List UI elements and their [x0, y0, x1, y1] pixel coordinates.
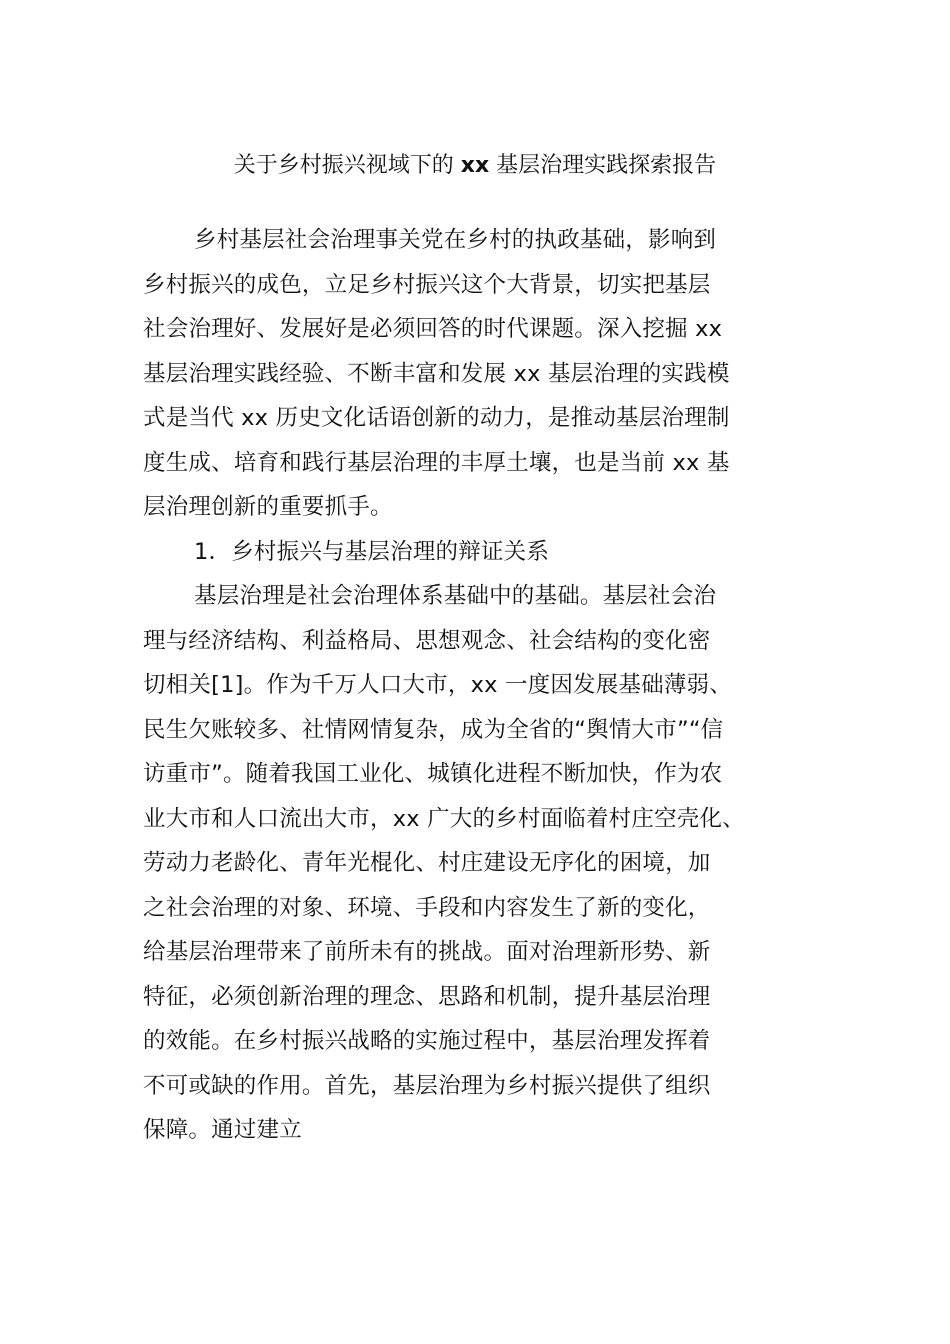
paragraph-1-line: 层治理创新的重要抓手。 [143, 494, 393, 520]
title-prefix: 关于乡村振兴视域下的 [233, 153, 461, 178]
paragraph-2-line: 保障。通过建立 [143, 1117, 302, 1143]
paragraph-2-line: 业大市和人口流出大市，xx 广大的乡村面临着村庄空壳化、 [143, 805, 745, 832]
paragraph-2-line: 理与经济结构、利益格局、思想观念、社会结构的变化密 [143, 627, 711, 654]
paragraph-2-line: 给基层治理带来了前所未有的挑战。面对治理新形势、新 [143, 939, 711, 965]
section-heading: 1．乡村振兴与基层治理的辩证关系 [194, 538, 550, 565]
paragraph-1-line: 基层治理实践经验、不断丰富和发展 xx 基层治理的实践模 [143, 360, 730, 387]
paragraph-2-line: 切相关[1]。作为千万人口大市，xx 一度因发展基础薄弱、 [143, 672, 732, 698]
document-body [143, 218, 833, 1153]
title-suffix: 基层治理实践探索报告 [489, 153, 717, 178]
paragraph-2-line: 不可或缺的作用。首先，基层治理为乡村振兴提供了组织 [143, 1072, 711, 1099]
paragraph-1-line: 乡村基层社会治理事关党在乡村的执政基础，影响到 [194, 227, 717, 253]
paragraph-2-line: 访重市”。随着我国工业化、城镇化进程不断加快，作为农 [143, 761, 723, 787]
paragraph-2-line: 基层治理是社会治理体系基础中的基础。基层社会治 [194, 583, 717, 609]
paragraph-1-line: 乡村振兴的成色，立足乡村振兴这个大背景，切实把基层 [143, 271, 711, 298]
paragraph-1-line: 社会治理好、发展好是必须回答的时代课题。深入挖掘 xx [143, 316, 723, 342]
paragraph-2-line: 民生欠账较多、社情网情复杂，成为全省的“舆情大市”“信 [143, 716, 724, 743]
paragraph-2-line: 的效能。在乡村振兴战略的实施过程中，基层治理发挥着 [143, 1028, 711, 1054]
title-bold: xx [460, 153, 490, 178]
paragraph-1-line: 度生成、培育和践行基层治理的丰厚土壤，也是当前 xx 基 [143, 449, 730, 476]
paragraph-2-line: 之社会治理的对象、环境、手段和内容发生了新的变化， [143, 894, 711, 921]
paragraph-1-line: 式是当代 xx 历史文化话语创新的动力，是推动基层治理制 [143, 405, 730, 431]
paragraph-2-line: 特征，必须创新治理的理念、思路和机制，提升基层治理 [143, 983, 711, 1010]
paragraph-2-line: 劳动力老龄化、青年光棍化、村庄建设无序化的困境，加 [143, 850, 711, 876]
document-title [0, 146, 950, 186]
